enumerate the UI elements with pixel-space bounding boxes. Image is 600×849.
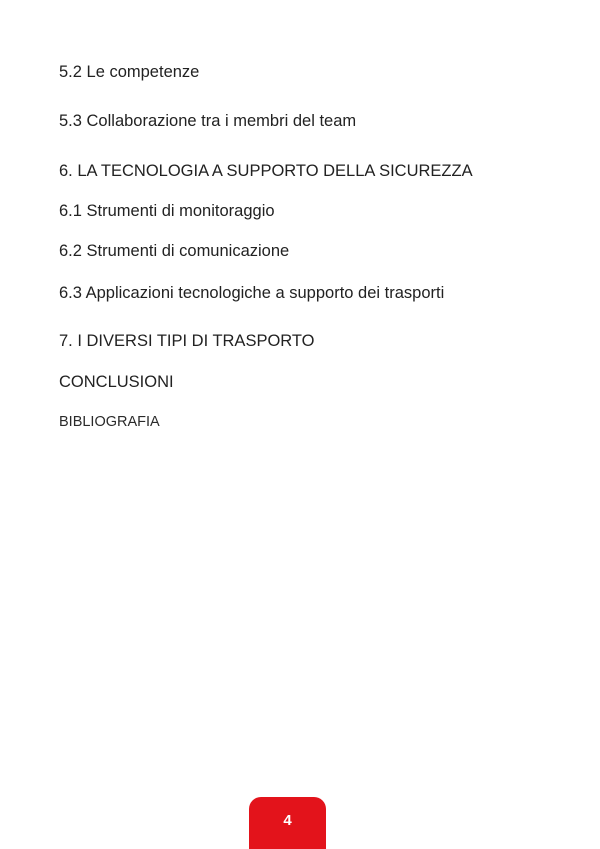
toc-entry-conclusioni: CONCLUSIONI: [59, 373, 174, 391]
toc-entry-6-1: 6.1 Strumenti di monitoraggio: [59, 202, 275, 220]
toc-entry-5-2: 5.2 Le competenze: [59, 63, 200, 81]
toc-entry-6-3: 6.3 Applicazioni tecnologiche a supporto dei trasporti: [59, 284, 445, 302]
page-number: 4: [283, 812, 292, 829]
page-number-tab: [249, 797, 326, 849]
toc-entry-5-3: 5.3 Collaborazione tra i membri del team: [59, 112, 357, 130]
toc-entry-7: 7. I DIVERSI TIPI DI TRASPORTO: [59, 332, 315, 350]
toc-entry-6-2: 6.2 Strumenti di comunicazione: [59, 242, 290, 260]
toc-entry-6: 6. LA TECNOLOGIA A SUPPORTO DELLA SICUREZZA: [59, 162, 473, 180]
toc-entry-bibliografia: BIBLIOGRAFIA: [59, 414, 160, 430]
